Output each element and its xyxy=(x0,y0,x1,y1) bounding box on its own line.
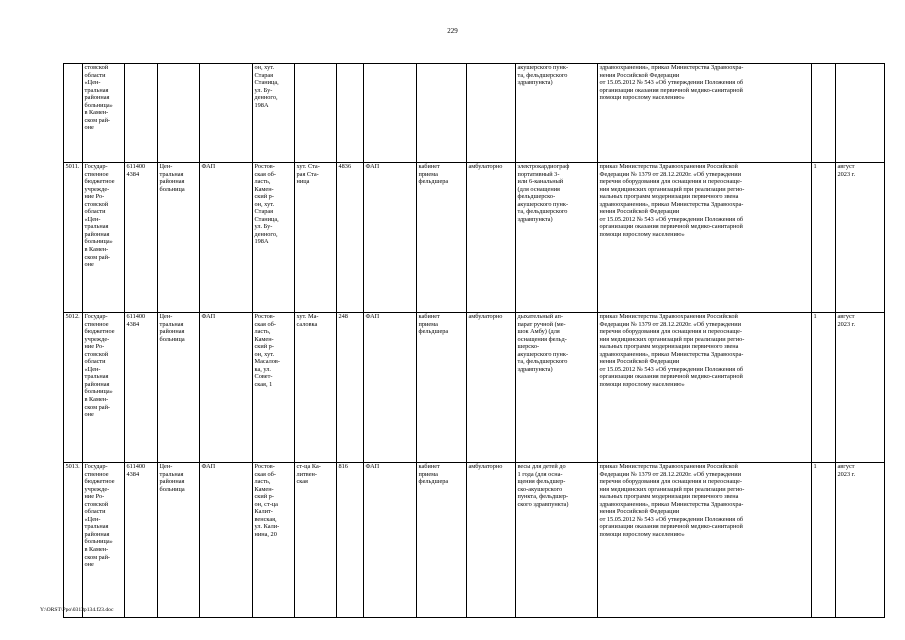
cell-line: ский р- xyxy=(254,493,274,501)
cell-line: 2023 г. xyxy=(837,470,856,478)
cell-line: Камен- xyxy=(254,485,274,493)
room-cell xyxy=(417,64,467,163)
cell-line: ул. Бу- xyxy=(254,223,273,231)
cell-line: Ростов- xyxy=(254,463,275,470)
cell-line: учрежде- xyxy=(84,485,110,493)
population-cell xyxy=(337,64,364,163)
footer-file-path: Y:\ORST\Ppo\0313p134.f23.doc xyxy=(40,607,114,613)
cell-line: 5012. xyxy=(65,313,80,320)
cell-line: здравоохранения», приказ Министерства Здравоохра- xyxy=(599,200,744,208)
cell-line: литвен- xyxy=(296,470,317,478)
cell-line: ка, ул. xyxy=(254,365,271,373)
cell-line: организации оказания первичной медико-санитарной xyxy=(599,373,743,381)
cell-line: фельдшера xyxy=(418,178,449,186)
cell-line: приема xyxy=(418,320,438,328)
cell-line: от 15.05.2012 № 543 «Об утверждении Положения об xyxy=(599,79,744,87)
cell-line: ская xyxy=(296,478,308,486)
cell-line: «Цен- xyxy=(84,515,101,523)
cell-line: районная xyxy=(84,230,110,238)
cell-line: ния медицинских организаций при реализации регио- xyxy=(599,485,745,493)
date-cell xyxy=(836,313,885,463)
care-mode-cell xyxy=(467,313,516,463)
cell-line: районная xyxy=(84,530,110,538)
cell-line: ский р- xyxy=(254,193,274,201)
row-number-cell xyxy=(64,64,83,163)
cell-line: Государ- xyxy=(84,163,108,170)
cell-line: больница» xyxy=(84,388,113,396)
cell-line: от 15.05.2012 № 543 «Об утверждении Положения об xyxy=(599,365,744,373)
cell-line: перечня оборудования для оснащения и переоснаще- xyxy=(599,478,743,486)
cell-line: Федерации № 1379 от 28.12.2020г. «Об утверждении xyxy=(599,170,742,178)
cell-line: дыхательный ап- xyxy=(517,313,563,320)
cell-line: Федерации № 1379 от 28.12.2020г. «Об утверждении xyxy=(599,320,742,328)
unit-kind-cell xyxy=(364,463,417,618)
cell-line: кабинет xyxy=(418,163,440,170)
cell-line: та, фельдшерского xyxy=(517,358,568,366)
quantity-cell xyxy=(812,64,836,163)
cell-line: саловка xyxy=(296,320,318,328)
care-mode-cell xyxy=(467,463,516,618)
cell-line: ул. Бу- xyxy=(254,86,273,94)
cell-line: здравпункта) xyxy=(517,79,553,87)
cell-line: Ростов- xyxy=(254,163,275,170)
cell-line: Старая xyxy=(254,71,274,79)
quantity-cell xyxy=(812,163,836,313)
table-row xyxy=(64,64,885,163)
cell-line: нальных программ модернизации первичного звена xyxy=(599,193,739,201)
cell-line: акушерского пунк- xyxy=(517,350,569,358)
cell-line: ская об- xyxy=(254,170,276,178)
cell-line: здравпункта) xyxy=(517,365,553,373)
cell-line: весы для детей до xyxy=(517,463,566,470)
cell-line: помощи взрослому населению» xyxy=(599,230,685,238)
cell-line: организации оказания первичной медико-санитарной xyxy=(599,523,743,531)
quantity-cell xyxy=(812,463,836,618)
room-cell xyxy=(417,313,467,463)
population-cell xyxy=(337,163,364,313)
row-number-cell xyxy=(64,463,83,618)
cell-line: ст-ца Ка- xyxy=(296,463,321,470)
settlement-cell xyxy=(295,313,337,463)
cell-line: шерско- xyxy=(517,343,540,351)
date-cell xyxy=(836,64,885,163)
facility-name-cell xyxy=(158,163,200,313)
cell-line: ском рай- xyxy=(84,553,111,561)
cell-line: 198А xyxy=(254,101,269,109)
cell-line: здравоохранения», приказ Министерства Здравоохра- xyxy=(599,64,744,71)
cell-line: или 6-канальный xyxy=(517,178,564,186)
cell-line: ФАП xyxy=(201,313,216,320)
settlement-cell xyxy=(295,64,337,163)
cell-line: приема xyxy=(418,470,438,478)
cell-line: та, фельдшерского xyxy=(517,71,568,79)
cell-line: оне xyxy=(84,561,94,569)
cell-line: акушерского пунк- xyxy=(517,200,569,208)
cell-line: он, хут. xyxy=(254,64,275,71)
cell-line: 248 xyxy=(338,313,348,320)
cell-line: 611400 xyxy=(126,463,146,470)
cell-line: портативный 3- xyxy=(517,170,560,178)
unit-type-cell xyxy=(200,463,253,618)
cell-line: ская об- xyxy=(254,320,276,328)
cell-line: ФАП xyxy=(365,163,380,170)
cell-line: здравоохранения», приказ Министерства Здравоохра- xyxy=(599,350,744,358)
code-cell xyxy=(125,64,158,163)
cell-line: области xyxy=(84,508,106,516)
cell-line: больница» xyxy=(84,538,113,546)
equipment-cell xyxy=(516,463,598,618)
cell-line: приказ Министерства Здравоохранения Российской xyxy=(599,463,738,470)
room-cell xyxy=(417,463,467,618)
address-cell xyxy=(253,64,295,163)
cell-line: парат ручной (ме- xyxy=(517,320,566,328)
population-cell xyxy=(337,313,364,463)
cell-line: он, ст-ца xyxy=(254,500,278,508)
cell-line: здравоохранения», приказ Министерства Здравоохра- xyxy=(599,500,744,508)
cell-line: он, хут. xyxy=(254,200,275,208)
row-number-cell xyxy=(64,163,83,313)
date-cell xyxy=(836,163,885,313)
cell-line: помощи взрослому населению» xyxy=(599,380,685,388)
date-cell xyxy=(836,463,885,618)
cell-line: учрежде- xyxy=(84,185,110,193)
cell-line: в Камен- xyxy=(84,246,109,254)
cell-line: ского здравпункта) xyxy=(517,500,569,508)
cell-line: он, хут. xyxy=(254,350,275,358)
cell-line: больница xyxy=(159,335,185,343)
unit-kind-cell xyxy=(364,64,417,163)
legal-basis-cell xyxy=(598,64,812,163)
cell-line: шок Амбу) (для xyxy=(517,328,560,336)
cell-line: Станица, xyxy=(254,215,279,223)
cell-line: ние Ро- xyxy=(84,343,105,351)
cell-line: стовской xyxy=(84,200,109,208)
cell-line: больница xyxy=(159,485,185,493)
cell-line: ние Ро- xyxy=(84,193,105,201)
cell-line: рая Ста- xyxy=(296,170,319,178)
cell-line: от 15.05.2012 № 543 «Об утверждении Положения об xyxy=(599,515,744,523)
row-number-cell xyxy=(64,313,83,463)
cell-line: ния медицинских организаций при реализации регио- xyxy=(599,185,745,193)
cell-line: Цен- xyxy=(159,313,173,320)
equipment-table xyxy=(63,63,885,618)
organization-cell xyxy=(83,64,125,163)
population-cell xyxy=(337,463,364,618)
cell-line: области xyxy=(84,208,106,216)
cell-line: ния медицинских организаций при реализации регио- xyxy=(599,335,745,343)
cell-line: помощи взрослому населению» xyxy=(599,530,685,538)
cell-line: районная xyxy=(159,328,185,336)
cell-line: 611400 xyxy=(126,163,146,170)
cell-line: ласть, xyxy=(254,478,271,486)
page-number: 229 xyxy=(447,27,458,35)
cell-line: области xyxy=(84,71,106,79)
cell-line: ФАП xyxy=(201,463,216,470)
cell-line: фельдшера xyxy=(418,328,449,336)
code-cell xyxy=(125,463,158,618)
cell-line: оне xyxy=(84,261,94,269)
cell-line: ул. Кали- xyxy=(254,523,280,531)
cell-line: нения Российской Федерации xyxy=(599,71,680,79)
cell-line: ФАП xyxy=(365,463,380,470)
cell-line: ласть, xyxy=(254,178,271,186)
cell-line: нения Российской Федерации xyxy=(599,358,680,366)
cell-line: амбулаторно xyxy=(468,163,503,170)
equipment-cell xyxy=(516,313,598,463)
cell-line: оснащения фельд- xyxy=(517,335,567,343)
cell-line: 1 xyxy=(813,313,817,320)
unit-type-cell xyxy=(200,313,253,463)
unit-kind-cell xyxy=(364,163,417,313)
cell-line: ско-акушерского xyxy=(517,485,563,493)
cell-line: ском рай- xyxy=(84,116,111,124)
cell-line: фельдшерско- xyxy=(517,193,556,201)
table-row xyxy=(64,463,885,618)
cell-line: в Камен- xyxy=(84,546,109,554)
room-cell xyxy=(417,163,467,313)
cell-line: тральная xyxy=(84,86,109,94)
cell-line: ственное xyxy=(84,320,109,328)
cell-line: хут. Ста- xyxy=(296,163,320,170)
cell-line: тральная xyxy=(84,523,109,531)
cell-line: перечня оборудования для оснащения и переоснаще- xyxy=(599,328,743,336)
cell-line: помощи взрослому населению» xyxy=(599,94,685,102)
cell-line: август xyxy=(837,313,855,320)
cell-line: венская, xyxy=(254,515,277,523)
cell-line: бюджетное xyxy=(84,328,115,336)
cell-line: тральная xyxy=(84,373,109,381)
code-cell xyxy=(125,313,158,463)
cell-line: области xyxy=(84,358,106,366)
cell-line: электрокардиограф xyxy=(517,163,570,170)
cell-line: Старая xyxy=(254,208,274,216)
cell-line: 1 xyxy=(813,163,817,170)
organization-cell xyxy=(83,463,125,618)
cell-line: больница» xyxy=(84,238,113,246)
settlement-cell xyxy=(295,463,337,618)
cell-line: ласть, xyxy=(254,328,271,336)
cell-line: Ростов- xyxy=(254,313,275,320)
cell-line: Камен- xyxy=(254,185,274,193)
legal-basis-cell xyxy=(598,163,812,313)
cell-line: ФАП xyxy=(365,313,380,320)
cell-line: ский р- xyxy=(254,343,274,351)
cell-line: ница xyxy=(296,178,310,186)
cell-line: та, фельдшерского xyxy=(517,208,568,216)
cell-line: нальных программ модернизации первичного звена xyxy=(599,343,739,351)
organization-cell xyxy=(83,163,125,313)
cell-line: приказ Министерства Здравоохранения Российской xyxy=(599,313,738,320)
cell-line: Масалов- xyxy=(254,358,280,366)
cell-line: нения Российской Федерации xyxy=(599,508,680,516)
legal-basis-cell xyxy=(598,313,812,463)
quantity-cell xyxy=(812,313,836,463)
cell-line: районная xyxy=(84,380,110,388)
cell-line: Камен- xyxy=(254,335,274,343)
cell-line: «Цен- xyxy=(84,365,101,373)
cell-line: больница» xyxy=(84,101,113,109)
cell-line: денного, xyxy=(254,230,278,238)
settlement-cell xyxy=(295,163,337,313)
cell-line: фельдшера xyxy=(418,478,449,486)
cell-line: ская об- xyxy=(254,470,276,478)
cell-line: 611400 xyxy=(126,313,146,320)
facility-name-cell xyxy=(158,463,200,618)
facility-name-cell xyxy=(158,313,200,463)
cell-line: перечня оборудования для оснащения и переоснаще- xyxy=(599,178,743,186)
cell-line: ская, 1 xyxy=(254,380,273,388)
code-cell xyxy=(125,163,158,313)
cell-line: «Цен- xyxy=(84,79,101,87)
cell-line: 198А xyxy=(254,238,269,246)
unit-kind-cell xyxy=(364,313,417,463)
organization-cell xyxy=(83,313,125,463)
cell-line: август xyxy=(837,163,855,170)
cell-line: Цен- xyxy=(159,163,173,170)
cell-line: Государ- xyxy=(84,463,108,470)
cell-line: в Камен- xyxy=(84,396,109,404)
legal-basis-cell xyxy=(598,463,812,618)
cell-line: ственное xyxy=(84,170,109,178)
facility-name-cell xyxy=(158,64,200,163)
cell-line: амбулаторно xyxy=(468,463,503,470)
cell-line: больница xyxy=(159,185,185,193)
cell-line: нина, 20 xyxy=(254,530,277,538)
cell-line: 4384 xyxy=(126,320,140,328)
cell-line: стовской xyxy=(84,64,109,71)
cell-line: 4384 xyxy=(126,170,140,178)
unit-type-cell xyxy=(200,64,253,163)
cell-line: учрежде- xyxy=(84,335,110,343)
cell-line: районная xyxy=(84,94,110,102)
cell-line: Федерации № 1379 от 28.12.2020г. «Об утверждении xyxy=(599,470,742,478)
equipment-cell xyxy=(516,64,598,163)
cell-line: бюджетное xyxy=(84,478,115,486)
cell-line: организации оказания первичной медико-санитарной xyxy=(599,223,743,231)
table-row xyxy=(64,163,885,313)
cell-line: стовской xyxy=(84,500,109,508)
cell-line: в Камен- xyxy=(84,109,109,117)
cell-line: оне xyxy=(84,124,94,132)
cell-line: Государ- xyxy=(84,313,108,320)
cell-line: (для оснащения xyxy=(517,185,560,193)
cell-line: ственное xyxy=(84,470,109,478)
cell-line: стовской xyxy=(84,350,109,358)
cell-line: организации оказания первичной медико-санитарной xyxy=(599,86,743,94)
cell-line: 816 xyxy=(338,463,348,470)
cell-line: 4836 xyxy=(338,163,352,170)
cell-line: денного, xyxy=(254,94,278,102)
cell-line: районная xyxy=(159,478,185,486)
cell-line: тральная xyxy=(159,170,184,178)
equipment-cell xyxy=(516,163,598,313)
cell-line: ФАП xyxy=(201,163,216,170)
cell-line: кабинет xyxy=(418,463,440,470)
cell-line: кабинет xyxy=(418,313,440,320)
cell-line: от 15.05.2012 № 543 «Об утверждении Положения об xyxy=(599,215,744,223)
address-cell xyxy=(253,163,295,313)
cell-line: ние Ро- xyxy=(84,493,105,501)
cell-line: бюджетное xyxy=(84,178,115,186)
cell-line: 2023 г. xyxy=(837,320,856,328)
cell-line: акушерского пунк- xyxy=(517,64,569,71)
cell-line: ском рай- xyxy=(84,253,111,261)
cell-line: 4384 xyxy=(126,470,140,478)
cell-line: хут. Ма- xyxy=(296,313,319,320)
cell-line: щения фельдшер- xyxy=(517,478,566,486)
cell-line: Станица, xyxy=(254,79,279,87)
cell-line: 1 xyxy=(813,463,817,470)
cell-line: нения Российской Федерации xyxy=(599,208,680,216)
address-cell xyxy=(253,463,295,618)
care-mode-cell xyxy=(467,163,516,313)
unit-type-cell xyxy=(200,163,253,313)
cell-line: приема xyxy=(418,170,438,178)
cell-line: нальных программ модернизации первичного звена xyxy=(599,493,739,501)
table-row xyxy=(64,313,885,463)
cell-line: 5013. xyxy=(65,463,80,470)
cell-line: Калит- xyxy=(254,508,273,516)
cell-line: амбулаторно xyxy=(468,313,503,320)
address-cell xyxy=(253,313,295,463)
cell-line: тральная xyxy=(159,320,184,328)
cell-line: здравпункта) xyxy=(517,215,553,223)
cell-line: Цен- xyxy=(159,463,173,470)
cell-line: 2023 г. xyxy=(837,170,856,178)
cell-line: август xyxy=(837,463,855,470)
cell-line: районная xyxy=(159,178,185,186)
cell-line: Совет- xyxy=(254,373,273,381)
cell-line: тральная xyxy=(159,470,184,478)
cell-line: 5011. xyxy=(65,163,80,170)
cell-line: оне xyxy=(84,411,94,419)
cell-line: ском рай- xyxy=(84,403,111,411)
cell-line: приказ Министерства Здравоохранения Российской xyxy=(599,163,738,170)
care-mode-cell xyxy=(467,64,516,163)
cell-line: пункта, фельдшер- xyxy=(517,493,569,501)
cell-line: тральная xyxy=(84,223,109,231)
cell-line: «Цен- xyxy=(84,215,101,223)
cell-line: 1 года (для осна- xyxy=(517,470,563,478)
